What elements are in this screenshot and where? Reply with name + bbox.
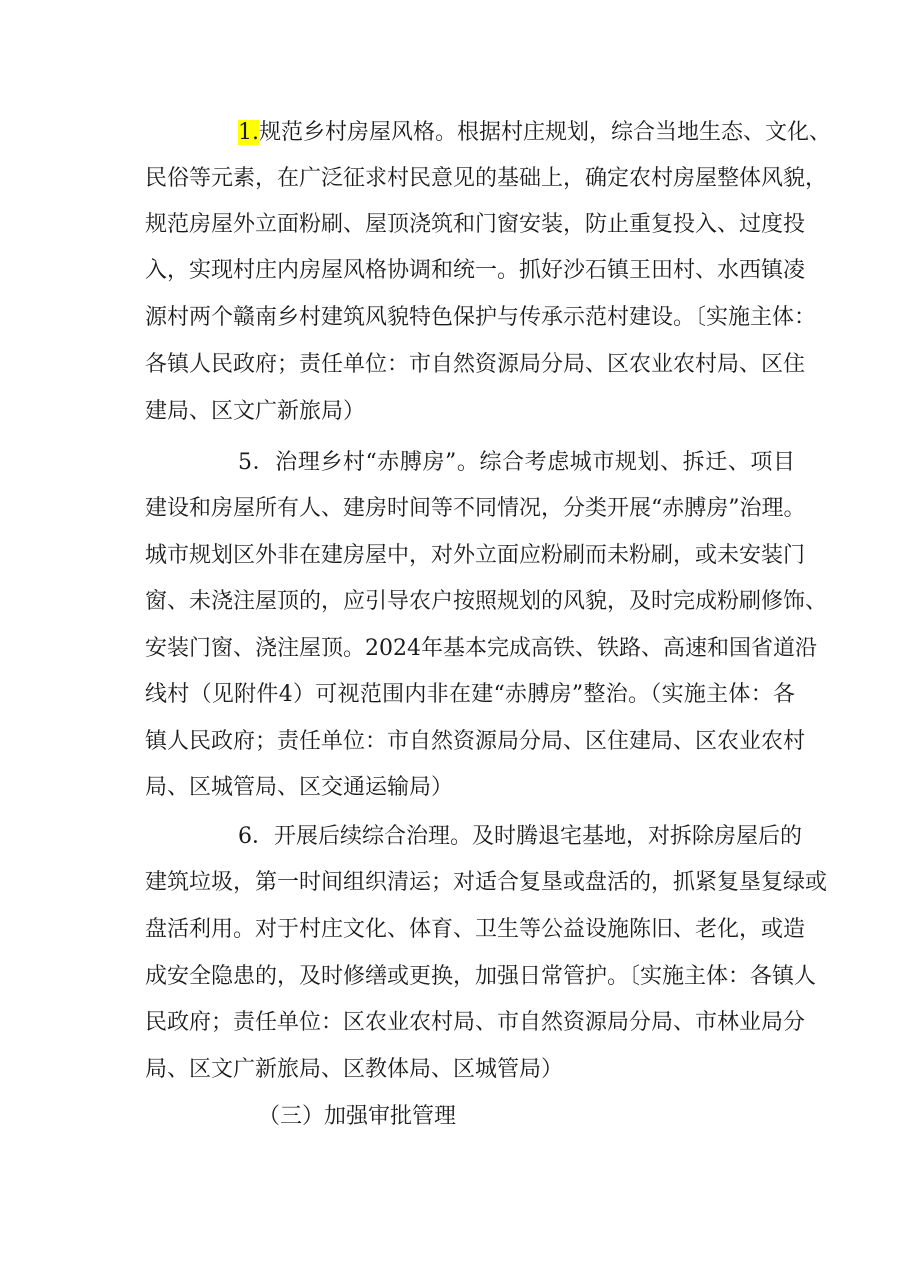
paragraph-line: 局、区城管局、区交通运输局） [145,775,454,800]
paragraph-line: 窗、未浇注屋顶的，应引导农户按照规划的风貌，及时完成粉刷修饰、 [145,589,828,614]
paragraph-text: 规范乡村房屋风格。根据村庄规划，综合当地生态、文化、 [259,120,832,145]
paragraph-line: 建筑垃圾，第一时间组织清运；对适合复垦或盘活的，抓紧复垦复绿或 [145,870,828,895]
paragraph-line: 镇人民政府；责任单位：市自然资源局分局、区住建局、区农业农村 [145,729,806,754]
paragraph-line [238,118,832,148]
paragraph-line: 5．治理乡村“赤膊房”。综合考虑城市规划、拆迁、项目 [238,450,795,475]
paragraph-line: 盘活利用。对于村庄文化、体育、卫生等公益设施陈旧、老化，或造 [145,917,806,942]
paragraph-line: 建局、区文广新旅局） [145,399,366,424]
paragraph-line: 局、区文广新旅局、区教体局、区城管局） [145,1057,564,1082]
paragraph-line: 线村（见附件4）可视范围内非在建“赤膊房”整治。（实施主体：各 [145,682,795,707]
list-number-highlight: 1. [238,120,259,145]
paragraph-line: 规范房屋外立面粉刷、屋顶浇筑和门窗安装，防止重复投入、过度投 [145,212,806,237]
paragraph-line: 城市规划区外非在建房屋中，对外立面应粉刷而未粉刷，或未安装门 [145,543,806,568]
paragraph-line: 安装门窗、浇注屋顶。2024年基本完成高铁、铁路、高速和国省道沿 [145,636,817,661]
paragraph-line: 建设和房屋所有人、建房时间等不同情况，分类开展“赤膊房”治理。 [145,496,806,521]
paragraph-line: 源村两个赣南乡村建筑风貌特色保护与传承示范村建设。〔实施主体： [145,305,817,330]
paragraph-line: 入，实现村庄内房屋风格协调和统一。抓好沙石镇王田村、水西镇凌 [145,258,806,283]
paragraph-line: 6．开展后续综合治理。及时腾退宅基地，对拆除房屋后的 [238,824,802,849]
paragraph-line: 民政府；责任单位：区农业农村局、市自然资源局分局、市林业局分 [145,1010,806,1035]
paragraph-line: 民俗等元素，在广泛征求村民意见的基础上，确定农村房屋整体风貌， [145,166,828,191]
paragraph-line: 成安全隐患的，及时修缮或更换，加强日常管护。〔实施主体：各镇人 [145,964,817,989]
paragraph-line: 各镇人民政府；责任单位：市自然资源局分局、区农业农村局、区住 [145,352,806,377]
section-heading: （三）加强审批管理 [258,1104,457,1129]
